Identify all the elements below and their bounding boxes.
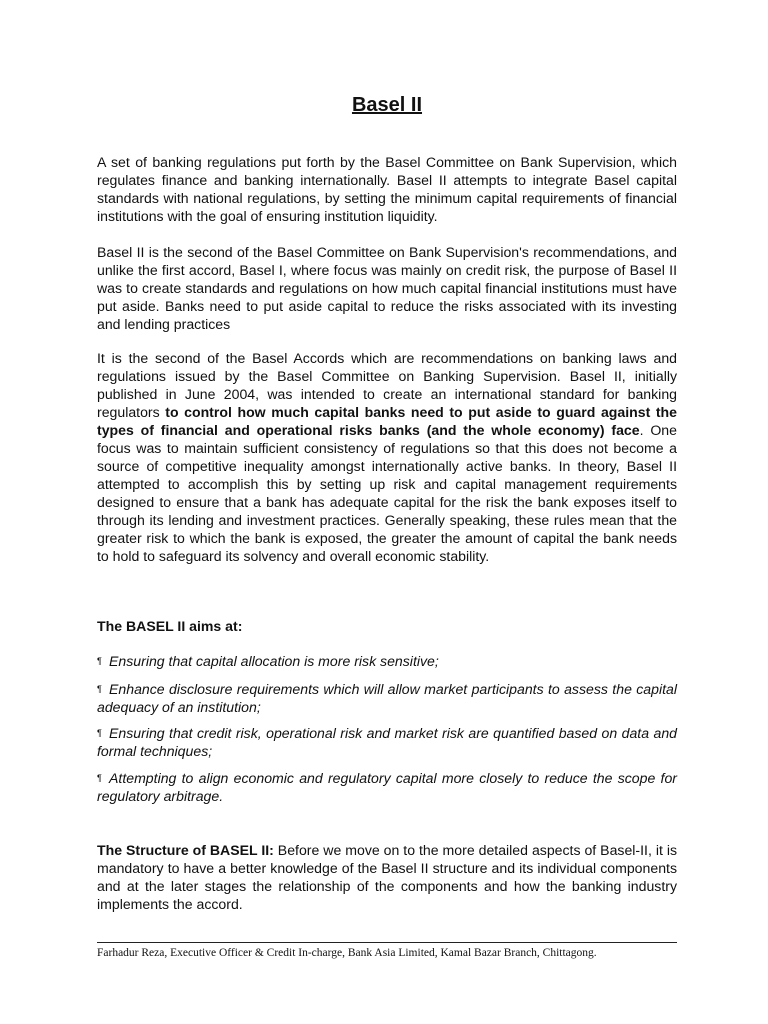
footer-divider [97,942,677,943]
bullet-icon: ¶ [97,773,102,783]
third-paragraph [97,349,677,565]
second-paragraph: Basel II is the second of the Basel Committee on Bank Supervision's recommendations, and unlike the first accord, Basel I, where focus was mainly on credit risk, the purpose of Basel II was to create standards and regulations on how much capital financial institutions must have put aside. Banks need to put aside capital to reduce the risks associated with its investing and lending practices [97,244,677,332]
aim-item-text: Ensuring that credit risk, operational risk and market risk are quantified based on data and formal techniques; [97,725,677,759]
bullet-icon: ¶ [97,728,102,738]
aim-item-text: Ensuring that capital allocation is more risk sensitive; [109,653,439,669]
document-page [97,0,677,1024]
bullet-icon: ¶ [97,684,102,694]
third-paragraph-text-end: . One focus was to maintain sufficient consistency of regulations so that this does not become a source of competitive inequality amongst internationally active banks. In theory, Basel II attempted to accomplish this by setting up risk and capital management requirements designed to ensure that a bank has adequate capital for the risk the bank exposes itself to through its lending and investment practices. Generally speaking, these rules mean that the greater risk to which the bank is exposed, the greater the amount of capital the bank needs to hold to safeguard its solvency and overall economic stability. [97,422,677,564]
bullet-icon: ¶ [97,656,102,666]
aim-item [97,724,677,760]
page-footer: Farhadur Reza, Executive Officer & Credit In-charge, Bank Asia Limited, Kamal Bazar Branch, Chittagong. [97,947,597,959]
structure-text: Before we move on to the more detailed aspects of Basel-II, it is mandatory to have a better knowledge of the Basel II structure and its individual components and at the later stages the relationship of the components and how the banking industry implements the accord. [97,842,677,912]
aim-item-text: Enhance disclosure requirements which will allow market participants to assess the capital adequacy of an institution; [97,681,677,715]
third-paragraph-text-start: It is the second of the Basel Accords which are recommendations on banking laws and regulations issued by the Basel Committee on Banking Supervision. Basel II, initially published in June 2004, was intended to create an international standard for banking regulators [97,350,677,420]
aim-item [97,769,677,805]
third-paragraph-bold-text: to control how much capital banks need to put aside to guard against the types of financial and operational risks banks (and the whole economy) face [97,404,677,438]
aim-item [97,680,677,716]
aim-item [97,652,677,670]
page-title: Basel II [351,94,423,116]
intro-paragraph: A set of banking regulations put forth by the Basel Committee on Bank Supervision, which regulates finance and banking internationally. Basel II attempts to integrate Basel capital standards with national regulations, by setting the minimum capital requirements of financial institutions with the goal of ensuring institution liquidity. [97,154,677,224]
aims-heading: The BASEL II aims at: [97,618,243,634]
aim-item-text: Attempting to align economic and regulatory capital more closely to reduce the scope for regulatory arbitrage. [97,770,677,804]
structure-paragraph [97,841,677,913]
structure-heading: The Structure of BASEL II: [97,842,274,858]
